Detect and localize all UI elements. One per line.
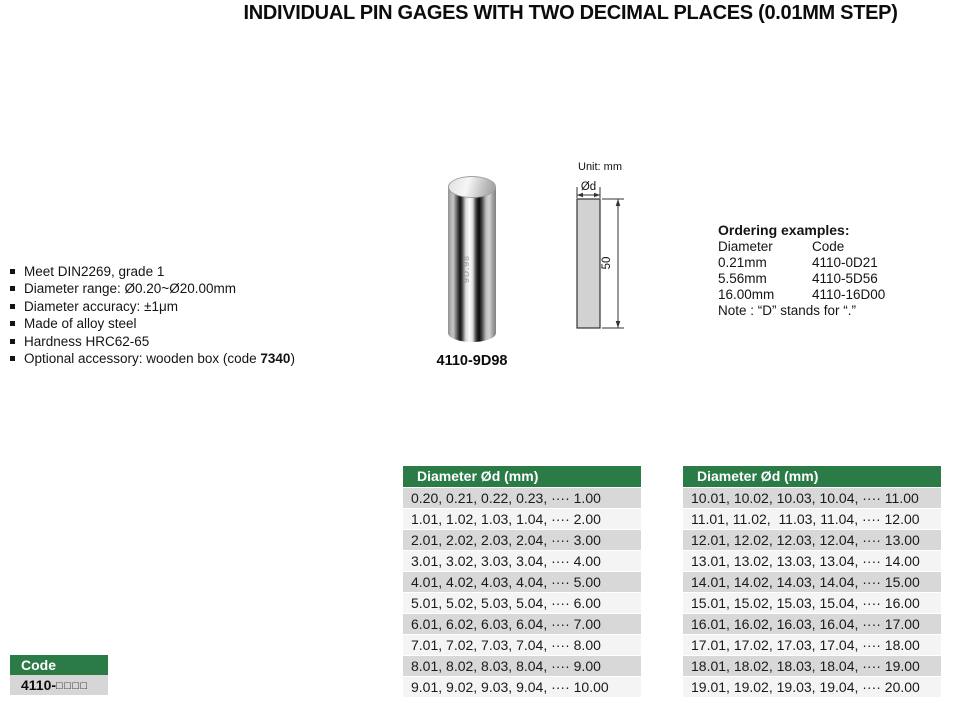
table-header: Diameter Ød (mm) bbox=[683, 466, 941, 487]
code-placeholder-squares: □□□□ bbox=[56, 680, 89, 692]
ordering-note: Note : “D” stands for “.” bbox=[718, 303, 857, 318]
bullet-square-icon bbox=[10, 286, 15, 291]
ordering-code: 4110-5D56 bbox=[812, 271, 878, 286]
bullet-square-icon bbox=[10, 321, 15, 326]
ordering-examples bbox=[718, 222, 885, 319]
page-title: INDIVIDUAL PIN GAGES WITH TWO DECIMAL PLACES (0.01MM STEP) bbox=[243, 2, 898, 24]
dimension-diagram bbox=[560, 155, 650, 340]
ordering-row bbox=[718, 255, 885, 271]
code-prefix: 4110- bbox=[21, 677, 57, 693]
code-box-header: Code bbox=[10, 655, 108, 675]
table-row: 16.01, 16.02, 16.03, 16.04, ···· 17.00 bbox=[683, 613, 941, 634]
table-row: 13.01, 13.02, 13.03, 13.04, ···· 14.00 bbox=[683, 550, 941, 571]
arrow-left-icon bbox=[577, 193, 583, 197]
spec-item bbox=[8, 350, 295, 367]
table-row: 7.01, 7.02, 7.03, 7.04, ···· 8.00 bbox=[403, 634, 641, 655]
specs-list bbox=[8, 263, 295, 367]
ordering-diameter-header: Diameter bbox=[718, 239, 773, 254]
ordering-code-header: Code bbox=[812, 239, 845, 254]
code-box bbox=[10, 655, 108, 695]
table-row: 10.01, 10.02, 10.03, 10.04, ···· 11.00 bbox=[683, 487, 941, 508]
spec-text: Optional accessory: wooden box (code 7340) bbox=[24, 351, 295, 367]
table-row: 8.01, 8.02, 8.03, 8.04, ···· 9.00 bbox=[403, 655, 641, 676]
table-row: 5.01, 5.02, 5.03, 5.04, ···· 6.00 bbox=[403, 592, 641, 613]
pin-top-face bbox=[448, 176, 496, 198]
ordering-header-row bbox=[718, 239, 885, 255]
ordering-row bbox=[718, 271, 885, 287]
width-dimension-label: Ød bbox=[580, 181, 597, 193]
spec-item bbox=[8, 333, 295, 350]
pin-body bbox=[448, 187, 496, 342]
ordering-diameter: 5.56mm bbox=[718, 271, 767, 286]
spec-text: Diameter range: Ø0.20~Ø20.00mm bbox=[24, 281, 236, 297]
table-row: 15.01, 15.02, 15.03, 15.04, ···· 16.00 bbox=[683, 592, 941, 613]
spec-text: Made of alloy steel bbox=[24, 316, 137, 332]
bullet-square-icon bbox=[10, 269, 15, 274]
spec-text: Diameter accuracy: ±1μm bbox=[24, 298, 178, 314]
arrow-right-icon bbox=[594, 193, 600, 197]
table-row: 1.01, 1.02, 1.03, 1.04, ···· 2.00 bbox=[403, 508, 641, 529]
ordering-code: 4110-16D00 bbox=[812, 287, 886, 302]
product-code-label: 4110-9D98 bbox=[436, 353, 508, 369]
ordering-row bbox=[718, 287, 885, 303]
table-row: 12.01, 12.02, 12.03, 12.04, ···· 13.00 bbox=[683, 529, 941, 550]
ordering-rows bbox=[718, 255, 885, 303]
table-row: 4.01, 4.02, 4.03, 4.04, ···· 5.00 bbox=[403, 571, 641, 592]
pin-outline bbox=[577, 199, 600, 328]
code-pattern bbox=[10, 675, 108, 695]
ordering-title: Ordering examples: bbox=[718, 222, 850, 238]
table-row: 19.01, 19.02, 19.03, 19.04, ···· 20.00 bbox=[683, 676, 941, 697]
spec-item bbox=[8, 315, 295, 332]
table-row: 0.20, 0.21, 0.22, 0.23, ···· 1.00 bbox=[403, 487, 641, 508]
table-row: 6.01, 6.02, 6.03, 6.04, ···· 7.00 bbox=[403, 613, 641, 634]
table-row: 14.01, 14.02, 14.03, 14.04, ···· 15.00 bbox=[683, 571, 941, 592]
spec-text: Hardness HRC62-65 bbox=[24, 333, 150, 349]
ordering-code: 4110-0D21 bbox=[812, 255, 878, 270]
ordering-diameter: 16.00mm bbox=[718, 287, 775, 302]
bullet-square-icon bbox=[10, 356, 15, 361]
table-header: Diameter Ød (mm) bbox=[403, 466, 641, 487]
table-row: 11.01, 11.02, 11.03, 11.04, ···· 12.00 bbox=[683, 508, 941, 529]
spec-item bbox=[8, 280, 295, 297]
table-row: 3.01, 3.02, 3.03, 3.04, ···· 4.00 bbox=[403, 550, 641, 571]
pin-engraving: 9D.98 bbox=[460, 255, 471, 283]
arrow-down-icon bbox=[616, 321, 621, 328]
unit-label: Unit: mm bbox=[578, 161, 622, 173]
table-body bbox=[683, 487, 941, 697]
ordering-diameter: 0.21mm bbox=[718, 255, 767, 270]
table-row: 9.01, 9.02, 9.03, 9.04, ···· 10.00 bbox=[403, 676, 641, 697]
diameter-table-2 bbox=[683, 466, 941, 697]
table-row: 18.01, 18.02, 18.03, 18.04, ···· 19.00 bbox=[683, 655, 941, 676]
spec-item bbox=[8, 298, 295, 315]
pin-gage-photo bbox=[448, 176, 496, 342]
table-row: 2.01, 2.02, 2.03, 2.04, ···· 3.00 bbox=[403, 529, 641, 550]
spec-item bbox=[8, 263, 295, 280]
spec-text: Meet DIN2269, grade 1 bbox=[24, 264, 165, 279]
height-dimension-label: 50 bbox=[601, 256, 613, 270]
bullet-square-icon bbox=[10, 339, 15, 344]
bullet-square-icon bbox=[10, 304, 15, 309]
diameter-table-1 bbox=[403, 466, 641, 697]
table-row: 17.01, 17.02, 17.03, 17.04, ···· 18.00 bbox=[683, 634, 941, 655]
table-body bbox=[403, 487, 641, 697]
arrow-up-icon bbox=[616, 199, 621, 206]
